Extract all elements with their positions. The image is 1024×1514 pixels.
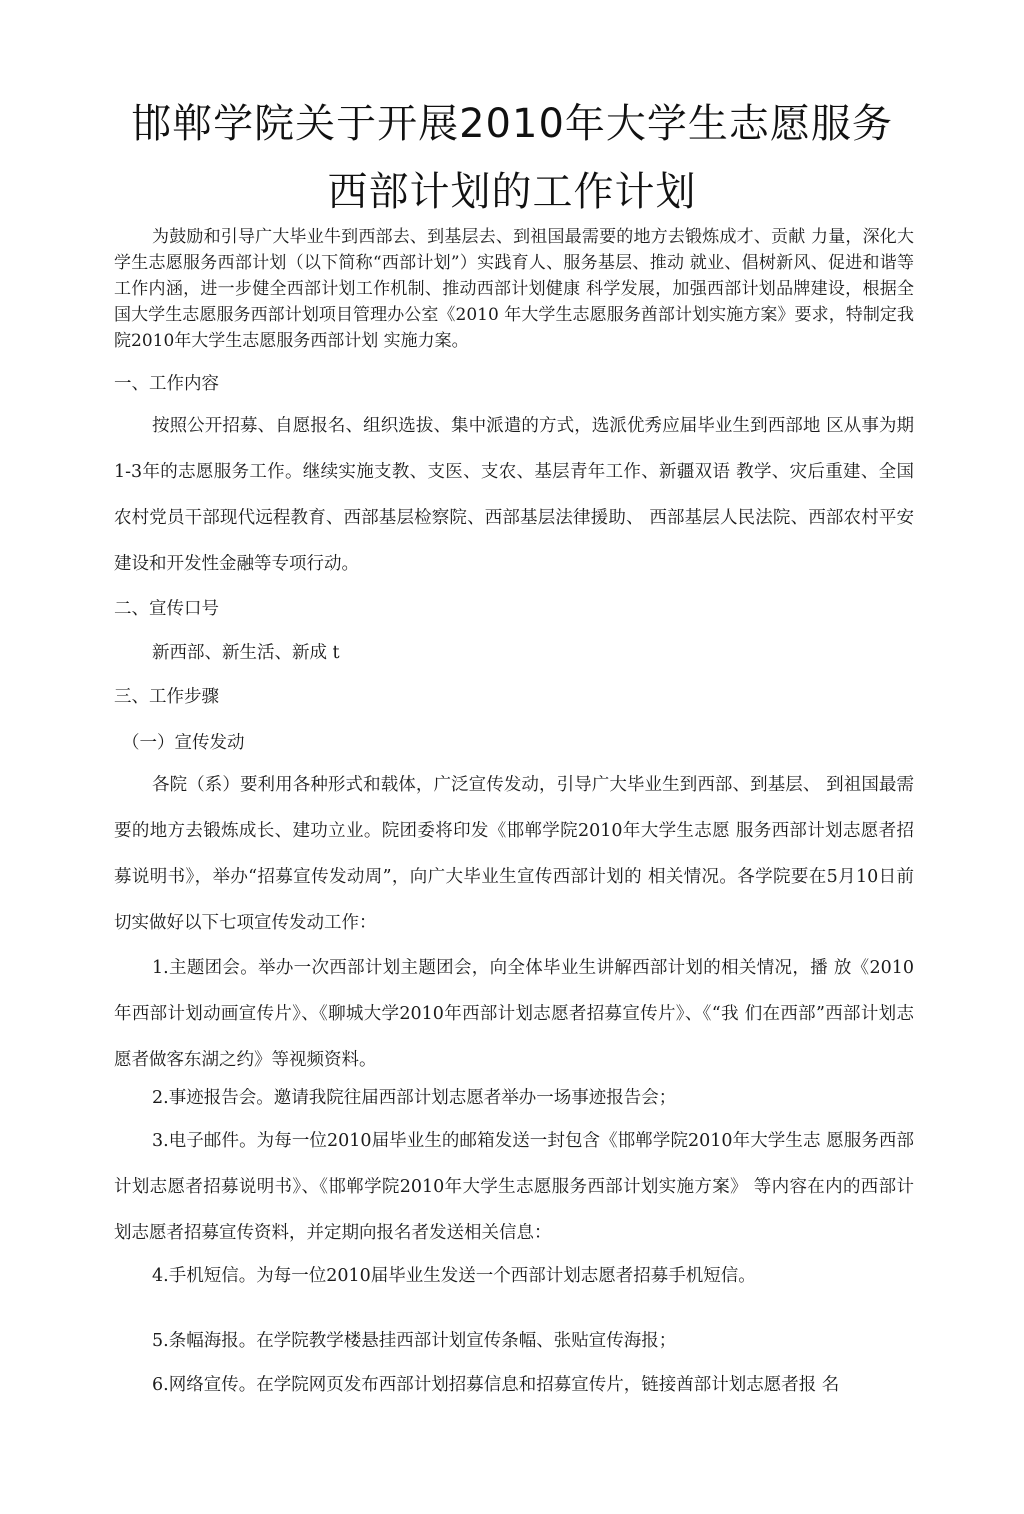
work-content-paragraph: 按照公开招募、自愿报名、组织选拔、集中派遣的方式，选派优秀应届毕业生到西部地 区从事为期1-3年的志愿服务工作。继续实施支教、支医、支农、基层青年工作、新疆双语 教学、灾后重建、全国农村党员干部现代远程教育、西部基层检察院、西部基层法律援助、 西部基层人民法院、西部农村平安建设和开发性金融等专项行动。	[114, 416, 914, 574]
document-title-line-2: 西部计划的工作计划	[327, 169, 697, 215]
list-item-banner-poster: 5.条幅海报。在学院教学楼悬挂西部计划宣传条幅、张贴宣传海报；	[152, 1331, 677, 1351]
list-item-sms: 4.手机短信。为每一位2010届毕业生发送一个西部计划志愿者招募手机短信。	[152, 1266, 756, 1286]
list-item-report-meeting: 2.事迹报告会。邀请我院往届西部计划志愿者举办一场事迹报告会；	[152, 1088, 677, 1108]
list-item-theme-meeting: 1.主题团会。举办一次西部计划主题团会，向全体毕业生讲解西部计划的相关情况，播 放《2010年西部计划动画宣传片》、《聊城大学2010年西部计划志愿者招募宣传片》、《“我 们在西部”西部计划志愿者做客东湖之约》等视频资料。	[114, 958, 914, 1070]
subsection-heading-publicity: （一）宣传发动	[122, 733, 245, 753]
intro-paragraph: 为鼓励和引导广大毕业牛到西部去、到基层去、到祖国最需要的地方去锻炼成才、贡献 力量，深化大学生志愿服务西部计划（以下简称“西部计划”）实践育人、服务基层、推动 就业、倡树新风、促进和谐等工作内涵，进一步健全西部计划工作机制、推动西部计划健康 科学发展，加强西部计划品牌建设，根据全国大学生志愿服务西部计划项目管理办公室《2010 年大学生志愿服务酋部计划实施方案》要求，特制定我院2010年大学生志愿服务西部计划 实施力案。	[114, 227, 914, 351]
document-title-line-1: 邯郸学院关于开展2010年大学生志愿服务	[131, 101, 893, 147]
section-heading-work-content: 一、工作内容	[114, 374, 219, 394]
list-item-web-publicity: 6.网络宣传。在学院网页发布西部计划招募信息和招募宣传片，链接酋部计划志愿者报 名	[152, 1375, 840, 1395]
slogan-text: 新西部、新生活、新成 t	[152, 643, 340, 663]
list-item-email: 3.电子邮件。为每一位2010届毕业生的邮箱发送一封包含《邯郸学院2010年大学生志 愿服务西部计划志愿者招募说明书》、《邯郸学院2010年大学生志愿服务西部计划实施方案》 等内容在内的西部计划志愿者招募宣传资料，并定期向报名者发送相关信息：	[114, 1131, 914, 1243]
publicity-paragraph: 各院（系）要利用各种形式和载体，广泛宣传发动，引导广大毕业生到西部、到基层、 到祖国最需要的地方去锻炼成长、建功立业。院团委将印发《邯郸学院2010年大学生志愿 服务西部计划志愿者招募说明书》，举办“招募宣传发动周”，向广大毕业生宣传西部计划的 相关情况。各学院要在5月10日前切实做好以下七项宣传发动工作：	[114, 775, 914, 933]
section-heading-work-steps: 三、工作步骤	[114, 687, 219, 707]
section-heading-slogan: 二、宣传口号	[114, 599, 219, 619]
